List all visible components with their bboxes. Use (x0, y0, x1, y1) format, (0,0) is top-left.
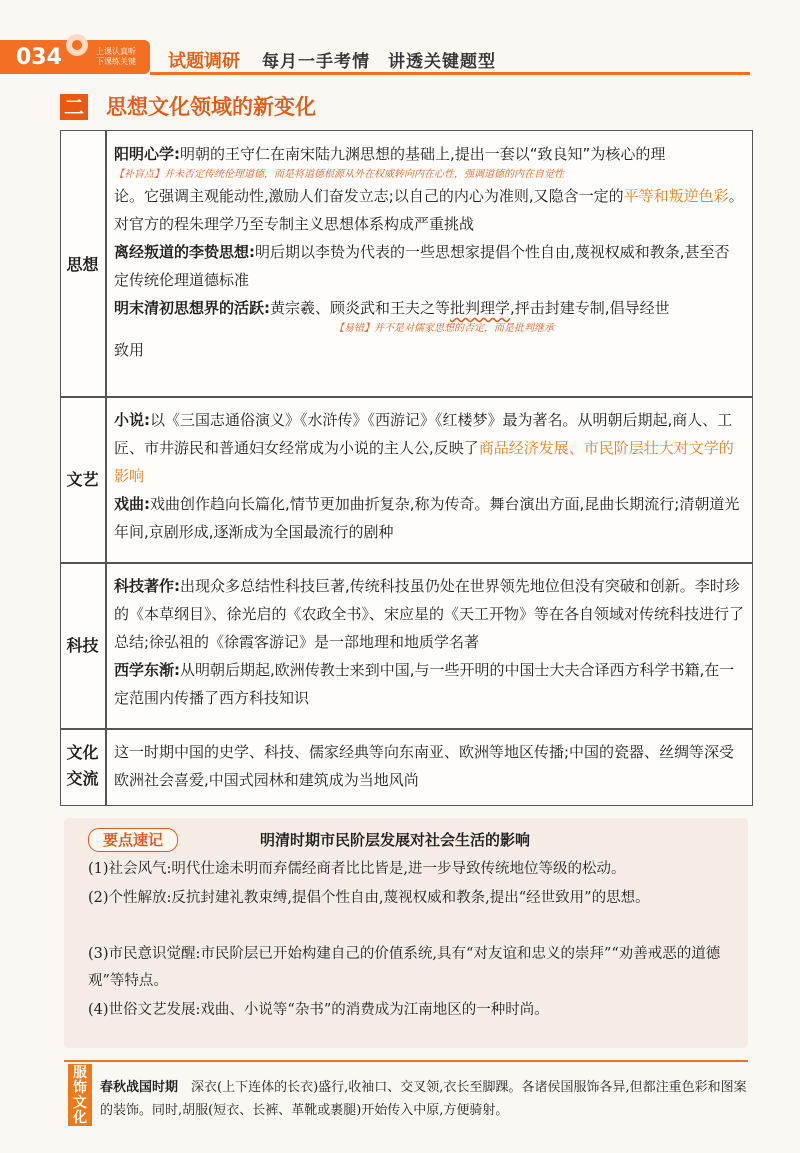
key-point-item: (3)市民意识觉醒:市民阶层已开始构建自己的价值系统,具有“对友谊和忠义的崇拜”“劝善戒恶的道德观”等特点。 (88, 946, 721, 989)
annotation-note: 【补盲点】并未否定传统伦理道德，而是将道德根源从外在权威转向内在心性，强调道德的内在自觉性 (114, 169, 564, 180)
paragraph (114, 294, 744, 322)
paragraph-title: 离经叛道的李贽思想: (114, 243, 255, 261)
header-small-line-2: 下课练关键 (96, 57, 136, 66)
footer-body: 深衣(上下连体的长衣)盛行,收袖口、交叉领,衣长至脚踝。各诸侯国服饰各异,但都注重色彩和图案的装饰。同时,胡服(短衣、长裤、革靴或裹腿)开始传入中原,方便骑射。 (100, 1080, 747, 1118)
table-column-divider (105, 130, 107, 806)
paragraph-text: 出现众多总结性科技巨著,传统科技虽仍处在世界领先地位但没有突破和创新。李时珍的《本草纲目》、徐光启的《农政全书》、宋应星的《天工开物》等在各自领域对传统科技进行了总结;徐弘祖的《徐霞客游记》是一部地理和地质学名著 (114, 577, 745, 651)
header-tagline: 每月一手考情 讲透关键题型 (262, 52, 496, 72)
category-line: 文化 (66, 743, 99, 762)
header-small-text (96, 47, 136, 67)
paragraph (114, 490, 744, 546)
paragraph-text: 致用 (114, 341, 145, 359)
paragraph (114, 140, 744, 168)
paragraph-title: 明末清初思想界的活跃: (114, 299, 270, 317)
key-point-item: (4)世俗文艺发展:戏曲、小说等“杂书”的消费成为江南地区的一种时尚。 (88, 1002, 549, 1018)
paragraph-text: 以《三国志通俗演义》《水浒传》《西游记》《红楼梦》最为著名。从明朝后期起,商人、工匠、市井游民和普通妇女经常成为小说的主人公,反映了 (114, 411, 733, 457)
paragraph-text: 从明朝后期起,欧洲传教士来到中国,与一些开明的中国士大夫合译西方科学书籍,在一定范围内传播了西方科技知识 (114, 661, 735, 707)
page-number: 034 (16, 45, 62, 70)
header-small-line-1: 上课认真听 (96, 47, 136, 56)
paragraph-text: ,抨击封建专制,倡导经世 (510, 299, 670, 317)
paragraph-title: 戏曲: (114, 495, 150, 513)
highlight-text: 平等和叛逆色彩 (623, 187, 729, 205)
table-row-content (114, 140, 744, 364)
table-row-divider (60, 396, 753, 398)
key-point-item: (1)社会风气:明代仕途未明而弃儒经商者比比皆是,进一步导致传统地位等级的松动。 (88, 861, 626, 877)
key-points-title: 明清时期市民阶层发展对社会生活的影响 (260, 831, 531, 849)
paragraph-text: 。对官方的程朱理学乃至专制主义思想体系构成严重挑战 (114, 187, 744, 233)
table-row-content (114, 738, 744, 794)
paragraph-text: 戏曲创作趋向长篇化,情节更加曲折复杂,称为传奇。舞台演出方面,昆曲长期流行;清朝道光年间,京剧形成,逐渐成为全国最流行的剧种 (114, 495, 740, 541)
table-row-divider (60, 728, 753, 730)
table-row-category: 科技 (66, 636, 99, 655)
table-row-content (114, 572, 744, 712)
key-points-tag: 要点速记 (88, 828, 178, 852)
table-row-category: 思想 (66, 255, 99, 274)
paragraph-text: 论。它强调主观能动性,激励人们奋发立志;以自己的内心为准则,又隐含一定的 (114, 187, 624, 205)
footer-period: 春秋战国时期 (100, 1080, 179, 1095)
section-number: 二 (60, 94, 88, 120)
paragraph (114, 406, 744, 490)
table-row-category: 文艺 (66, 470, 99, 489)
paragraph-title: 小说: (114, 411, 150, 429)
paragraph-text: 明朝的王守仁在南宋陆九渊思想的基础上,提出一套以“致良知”为核心的理 (180, 145, 666, 163)
annotation-note: 【易错】并不是对儒家思想的否定，而是批判继承 (334, 323, 554, 334)
paragraph-text: 明后期以李贽为代表的一些思想家提倡个性自由,蔑视权威和教条,甚至否定传统伦理道德标准 (114, 243, 730, 289)
paragraph-text: 这一时期中国的史学、科技、儒家经典等向东南亚、欧洲等地区传播;中国的瓷器、丝绸等深受欧洲社会喜爱,中国式园林和建筑成为当地风尚 (114, 743, 735, 789)
table-row-content (114, 406, 744, 546)
key-point-item: (2)个性解放:反抗封建礼教束缚,提倡个性自由,蔑视权威和教条,提出“经世致用”的思想。 (88, 890, 650, 906)
highlight-text: 商品经济发展、市民阶层壮大对文学的影响 (114, 439, 734, 485)
header-section-label: 试题调研 (168, 51, 240, 72)
paragraph (114, 182, 744, 238)
paragraph (114, 572, 744, 656)
table-row-divider (60, 562, 753, 564)
paragraph (114, 656, 744, 712)
paragraph (114, 238, 744, 294)
footer-tab: 服饰文化 (68, 1064, 92, 1126)
table-row-category (60, 740, 105, 792)
section-title: 思想文化领域的新变化 (106, 95, 316, 119)
paragraph-title: 科技著作: (114, 577, 180, 595)
footer-rule (64, 1060, 748, 1062)
paragraph-title: 阳明心学: (114, 145, 180, 163)
footer-text (100, 1076, 750, 1122)
flower-badge-icon (64, 32, 90, 58)
paragraph-text: 黄宗羲、顾炎武和王夫之等 (270, 299, 451, 317)
paragraph-title: 西学东渐: (114, 661, 180, 679)
header-rule (150, 72, 750, 75)
category-line: 交流 (66, 769, 99, 788)
wavy-underlined-text: 批判理学 (450, 299, 511, 317)
